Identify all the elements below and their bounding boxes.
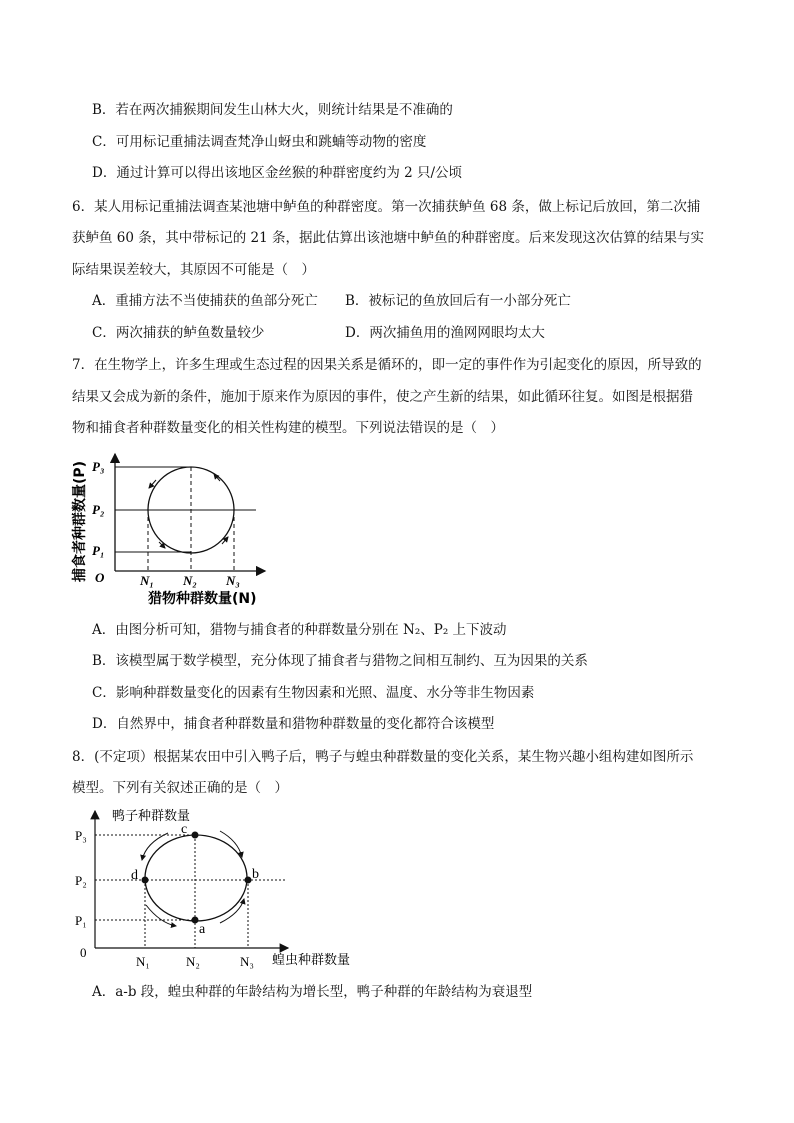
q8-option-a: A．a-b 段，蝗虫种群的年龄结构为增长型，鸭子种群的年龄结构为衰退型: [92, 984, 533, 1000]
q8-point-b: [245, 877, 252, 884]
q8-label-d: d: [131, 868, 138, 883]
q6-option-d: D．两次捕鱼用的渔网网眼均太大: [345, 325, 545, 341]
q8-label-b: b: [252, 867, 259, 882]
q7-x-label: 猎物种群数量(N): [148, 591, 257, 607]
q6-stem-line3: 际结果误差较大，其原因不可能是（ ）: [72, 262, 315, 278]
q6-option-c: C．两次捕获的鲈鱼数量较少: [92, 325, 265, 341]
q7-y-label: 捕食者种群数量(P): [72, 460, 88, 582]
q8-point-c: [192, 832, 199, 839]
q7-tick-p3: P₃: [92, 459, 105, 474]
q8-point-a: [192, 917, 199, 924]
q7-tick-p2: P₂: [92, 502, 105, 517]
q7-option-d: D．自然界中，捕食者种群数量和猎物种群数量的变化都符合该模型: [92, 716, 495, 732]
q8-tick-n1: N₁: [136, 954, 150, 969]
q8-y-label: 鸭子种群数量: [112, 809, 191, 824]
q6-stem-line1: 6．某人用标记重捕法调查某池塘中鲈鱼的种群密度。第一次捕获鲈鱼 68 条，做上标记后放回，第二次捕: [72, 199, 701, 215]
q7-tick-n2: N₂: [183, 573, 197, 588]
q5-option-d: D．通过计算可以得出该地区金丝猴的种群密度约为 2 只/公顷: [92, 165, 463, 181]
q8-tick-p2: P₂: [75, 873, 87, 888]
q7-stem-line3: 物和捕食者种群数量变化的相关性构建的模型。下列说法错误的是（ ）: [72, 420, 504, 436]
q7-stem-line1: 7．在生物学上，许多生理或生态过程的因果关系是循环的，即一定的事件作为引起变化的原因，所导致的: [72, 357, 702, 373]
q8-cycle-curve: [145, 835, 247, 921]
q7-stem-line2: 结果又会成为新的条件，施加于原来作为原因的事件，使之产生新的结果，如此循环往复。如图是根据猎: [72, 389, 693, 405]
q8-label-c: c: [181, 822, 188, 837]
q7-tick-n1: N₁: [140, 573, 154, 588]
q8-stem-line1: 8．(不定项）根据某农田中引入鸭子后，鸭子与蝗虫种群数量的变化关系，某生物兴趣小组构建如图所示: [72, 749, 694, 765]
q8-tick-n2: N₂: [186, 954, 200, 969]
q8-tick-p3: P₃: [75, 828, 87, 843]
q7-figure: [70, 448, 280, 610]
q8-point-d: [142, 877, 149, 884]
q6-option-a: A．重捕方法不当使捕获的鱼部分死亡: [92, 293, 318, 309]
q7-origin: O: [95, 570, 105, 585]
q8-tick-p1: P₁: [75, 913, 87, 928]
q7-tick-n3: N₃: [226, 573, 240, 588]
q8-figure: [70, 805, 370, 975]
q5-option-b: B．若在两次捕猴期间发生山林大火，则统计结果是不准确的: [92, 102, 453, 118]
q7-option-b: B．该模型属于数学模型，充分体现了捕食者与猎物之间相互制约、互为因果的关系: [92, 653, 588, 669]
q5-option-c: C．可用标记重捕法调查梵净山蚜虫和跳蝻等动物的密度: [92, 134, 427, 150]
q8-x-label: 蝗虫种群数量: [272, 953, 351, 968]
q7-option-c: C．影响种群数量变化的因素有生物因素和光照、温度、水分等非生物因素: [92, 685, 535, 701]
q8-tick-n3: N₃: [240, 954, 254, 969]
q7-tick-p1: P₁: [92, 543, 105, 558]
q7-option-a: A．由图分析可知，猎物与捕食者的种群数量分别在 N₂、P₂ 上下波动: [92, 622, 507, 638]
q8-stem-line2: 模型。下列有关叙述正确的是（ ）: [72, 780, 288, 796]
q8-label-a: a: [199, 922, 206, 937]
q6-stem-line2: 获鲈鱼 60 条，其中带标记的 21 条，据此估算出该池塘中鲈鱼的种群密度。后来发现这次估算的结果与实: [72, 230, 705, 246]
q6-option-b: B．被标记的鱼放回后有一小部分死亡: [345, 293, 571, 309]
q8-origin: 0: [80, 945, 87, 960]
